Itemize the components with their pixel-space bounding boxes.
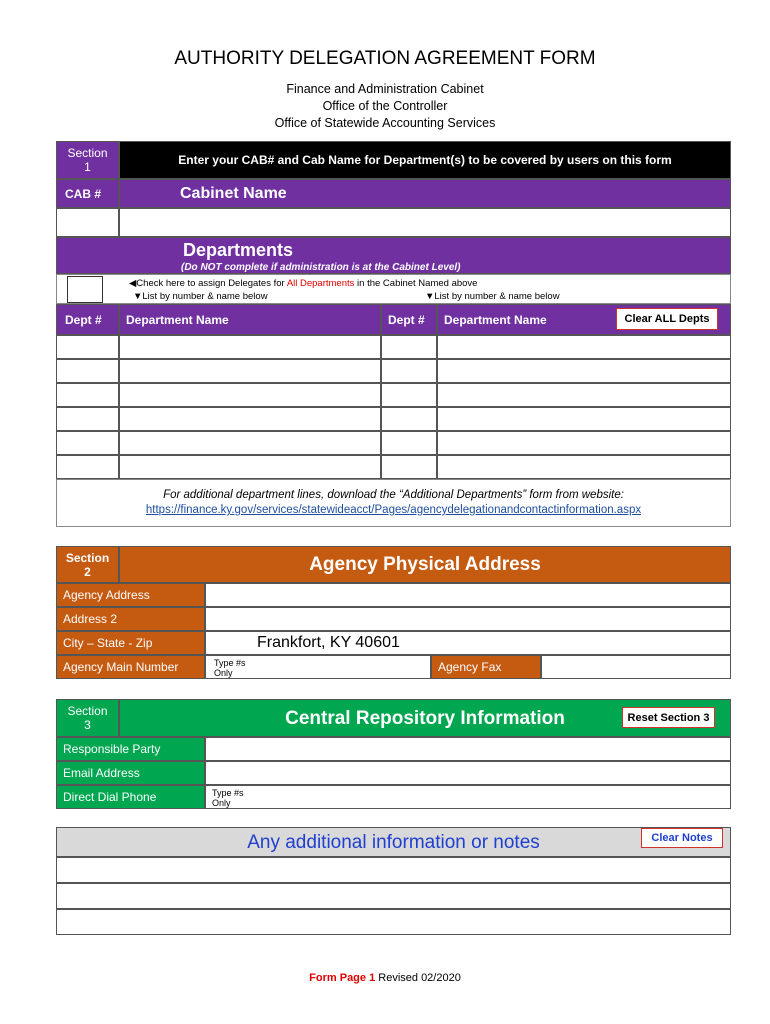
dept-number-input-left[interactable] (56, 407, 119, 431)
section-2-title: Agency Physical Address (119, 546, 731, 583)
agency-address-label: Agency Address (56, 583, 205, 607)
section-3-title: Central Repository Information (285, 708, 565, 729)
dept-number-input-left[interactable] (56, 383, 119, 407)
all-departments-checkbox[interactable] (67, 276, 103, 303)
dept-number-input-right[interactable] (381, 359, 437, 383)
cab-number-label: CAB # (56, 179, 119, 208)
additional-departments-text: For additional department lines, download the “Additional Departments” form from website: (163, 489, 624, 501)
notes-header (56, 827, 731, 857)
dept-number-input-right[interactable] (381, 455, 437, 479)
agency-fax-label: Agency Fax (431, 655, 541, 679)
responsible-party-label: Responsible Party (56, 737, 205, 761)
email-address-input[interactable] (205, 761, 731, 785)
dept-number-input-right[interactable] (381, 431, 437, 455)
section-3-label: Section 3 (56, 699, 119, 737)
notes-title: Any additional information or notes (247, 832, 540, 853)
dept-number-input-right[interactable] (381, 383, 437, 407)
direct-dial-phone-input[interactable] (205, 785, 731, 809)
dept-number-input-left[interactable] (56, 335, 119, 359)
city-state-zip-label: City – State - Zip (56, 631, 205, 655)
clear-all-depts-button[interactable]: Clear ALL Depts (616, 308, 718, 330)
footer (0, 972, 770, 984)
agency-main-number-input[interactable] (205, 655, 431, 679)
form-page-number: Form Page 1 (309, 972, 376, 984)
notes-line-2[interactable] (56, 883, 731, 909)
dept-name-input-left[interactable] (119, 455, 381, 479)
dept-number-input-left[interactable] (56, 431, 119, 455)
dept-name-input-left[interactable] (119, 431, 381, 455)
agency-main-number-label: Agency Main Number (56, 655, 205, 679)
address-2-input[interactable] (205, 607, 731, 631)
departments-header (56, 237, 731, 274)
cab-number-input[interactable] (56, 208, 119, 237)
dept-number-input-right[interactable] (381, 407, 437, 431)
email-address-label: Email Address (56, 761, 205, 785)
phone-type-hint: Type #s Only (212, 788, 244, 808)
dept-number-header-left: Dept # (56, 304, 119, 335)
dept-name-input-left[interactable] (119, 359, 381, 383)
cabinet-name-input[interactable] (119, 208, 731, 237)
notes-line-3[interactable] (56, 909, 731, 935)
dept-name-input-right[interactable] (437, 455, 731, 479)
dept-name-header-left: Department Name (119, 304, 381, 335)
agency-fax-input[interactable] (541, 655, 731, 679)
address-2-label: Address 2 (56, 607, 205, 631)
responsible-party-input[interactable] (205, 737, 731, 761)
notes-line-1[interactable] (56, 857, 731, 883)
departments-note: (Do NOT complete if administration is at the Cabinet Level) (181, 262, 461, 273)
list-hint-left: ▼List by number & name below (133, 291, 268, 302)
dept-number-input-right[interactable] (381, 335, 437, 359)
header-line-2: Office of the Controller (322, 99, 448, 113)
dept-name-input-left[interactable] (119, 383, 381, 407)
dept-name-input-left[interactable] (119, 407, 381, 431)
reset-section-3-button[interactable]: Reset Section 3 (622, 707, 715, 728)
clear-notes-button[interactable]: Clear Notes (641, 828, 723, 848)
dept-name-input-right[interactable] (437, 431, 731, 455)
revised-date: Revised 02/2020 (378, 972, 461, 984)
dept-name-input-right[interactable] (437, 407, 731, 431)
main-number-type-hint: Type #s Only (214, 658, 246, 678)
additional-departments-link[interactable]: https://finance.ky.gov/services/statewideacct/Pages/agencydelegationandcontactinformation.aspx (145, 504, 642, 516)
header-line-1: Finance and Administration Cabinet (286, 82, 484, 96)
additional-departments-note (56, 479, 731, 527)
dept-name-input-right[interactable] (437, 383, 731, 407)
dept-name-input-left[interactable] (119, 335, 381, 359)
section-1-label: Section 1 (56, 141, 119, 179)
cabinet-name-label: Cabinet Name (119, 179, 731, 208)
all-departments-row (56, 274, 731, 304)
dept-name-input-right[interactable] (437, 335, 731, 359)
section-1-instruction: Enter your CAB# and Cab Name for Department(s) to be covered by users on this form (119, 141, 731, 179)
departments-title: Departments (183, 240, 294, 260)
agency-address-input[interactable] (205, 583, 731, 607)
header-line-3: Office of Statewide Accounting Services (274, 116, 496, 130)
form-title: AUTHORITY DELEGATION AGREEMENT FORM (174, 48, 596, 69)
dept-number-input-left[interactable] (56, 359, 119, 383)
dept-number-header-right: Dept # (381, 304, 437, 335)
list-hint-right: ▼List by number & name below (425, 291, 560, 302)
section-2-label: Section 2 (56, 546, 119, 583)
dept-name-header-right: Department Name (437, 304, 731, 335)
dept-name-input-right[interactable] (437, 359, 731, 383)
city-state-zip-input[interactable]: Frankfort, KY 40601 (205, 631, 731, 655)
all-departments-hint: ◀Check here to assign Delegates for All Departments in the Cabinet Named above (129, 278, 478, 289)
dept-number-input-left[interactable] (56, 455, 119, 479)
direct-dial-phone-label: Direct Dial Phone (56, 785, 205, 809)
